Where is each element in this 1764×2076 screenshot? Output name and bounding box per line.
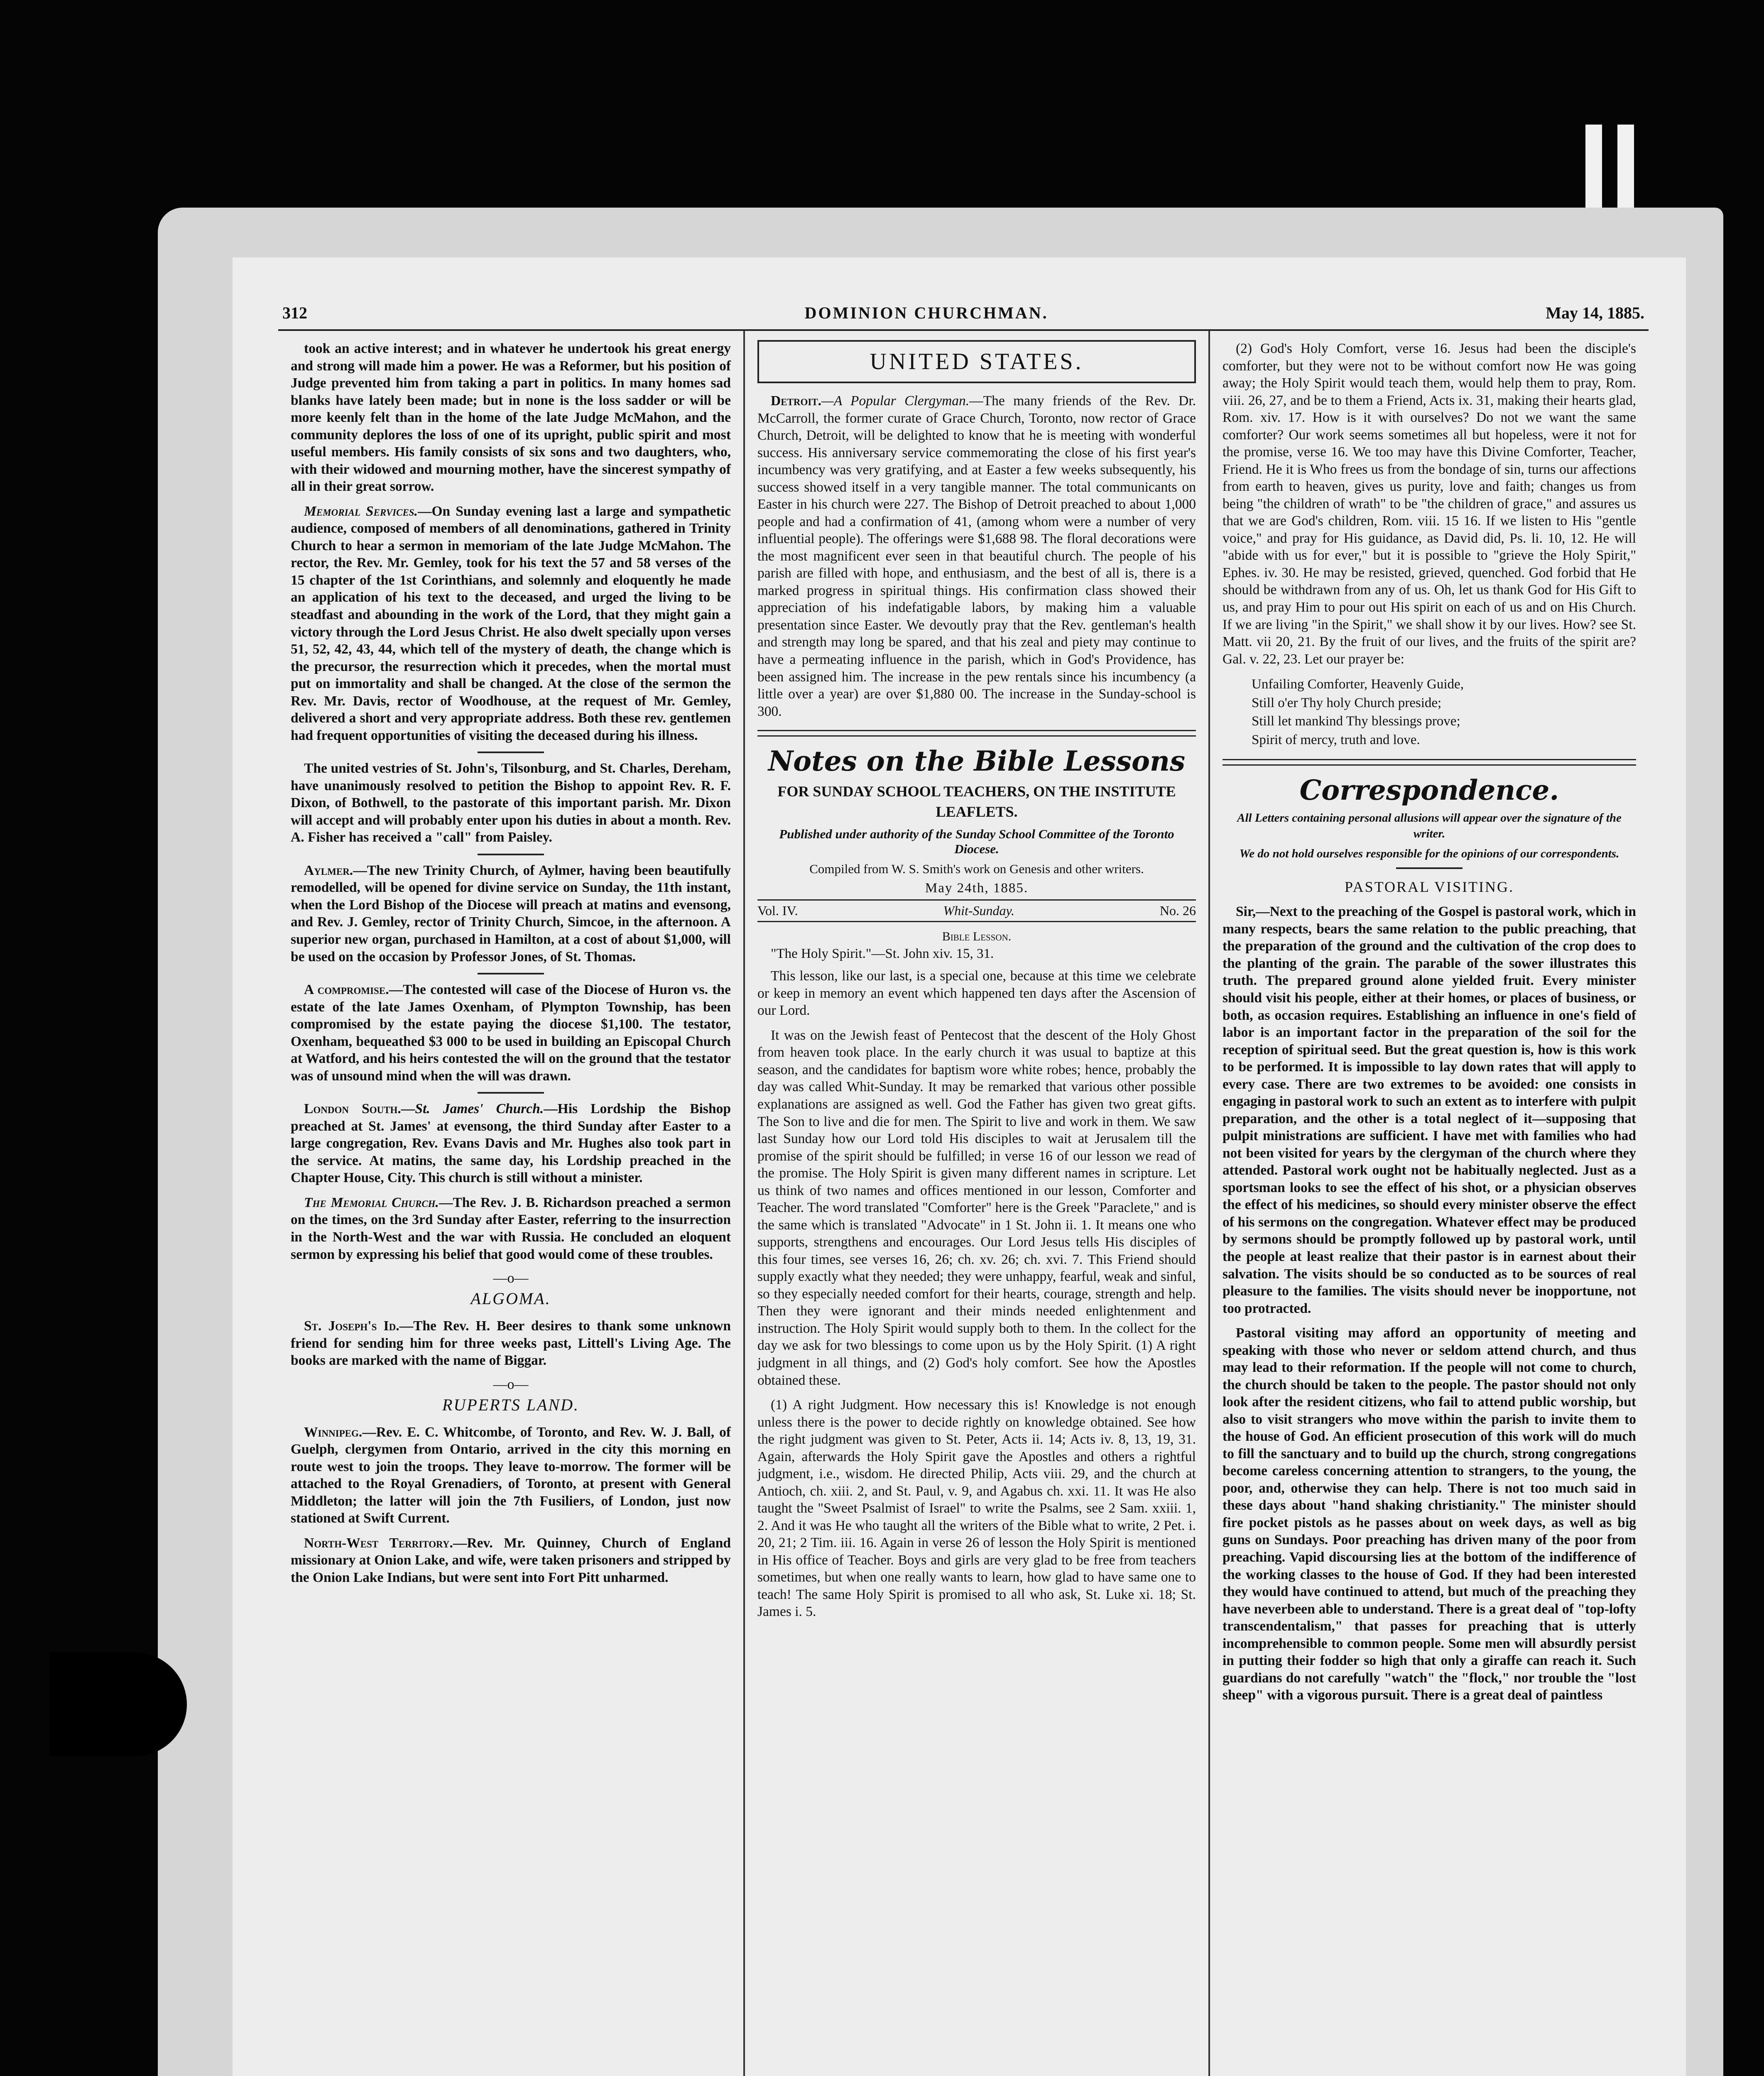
paragraph-london-south	[291, 1100, 731, 1187]
scan-edge-marker	[1617, 125, 1634, 216]
paragraph-body: —His Lordship the Bishop preached at St. James' at evensong, the third Sunday after Easter to a large congregation, Rev. Evans Davis and Mr. Hughes also took part in the service. At matins, the same day, his Lordship preached in the Chapter House, City. This church is still without a minister.	[291, 1101, 731, 1186]
paragraph-body: —The many friends of the Rev. Dr. McCarroll, the former curate of Grace Church, Toronto, now rector of Grace Church, Detroit, will be delighted to know that he is meeting with wonderful success. His anniversary service commemorating the close of his first year's incumbency was very gratifying, and at Easter a few weeks subsequently, his success showed itself in a very tangible manner. The total communicants on Easter in his church were 227. The Bishop of Detroit preached to about 1,000 people and had a confirmation of 41, (among whom were a number of very influential people). The offerings were $1,688 98. The floral decorations were the most magnificent ever seen in that beautiful church. The people of his parish are filled with hope, and enthusiasm, and the best of all is, there is a marked progress in spiritual things. His confirmation class showed their appreciation of his indefatigable labors, by making him a valuable presentation since Easter. We devoutly pray that the Rev. gentleman's health and strength may long be spared, and that his zeal and piety may continue to have a permeating influence in the parish, which in God's Providence, has been assigned him. The increase in the pew rentals since his incumbency (a little over a year) are over $1,880 00. The increase in the Sunday-school is 300.	[757, 393, 1196, 719]
lesson-heading: Bible Lesson.	[942, 930, 1012, 944]
issue-number: No. 26	[1159, 903, 1196, 918]
paragraph-letter-1: Sir,—Next to the preaching of the Gospel is pastoral work, which in many respects, bears the same relation to the public preaching, that the preparation of the ground and the cultivation of the crop does to the planting of the grain. The parable of the sower illustrates this truth. The prepared ground alone yielded fruit. Every minister should visit his people, either at their homes, or places of business, or both, as occasion requires. Establishing an influence in one's field of labor is an important factor in the preparation of the soil for the reception of spiritual seed. But the great question is, how is this work to be performed. It is impossible to lay down rates that will apply to every case. There are two extremes to be avoided: one consists in engaging in pastoral work to such an extent as to interfere with pulpit preparation, and the other is a total neglect of it—supposing that pulpit ministrations are sufficient. I have met with families who had not been visited for years by the clergyman of the church where they attended. Pastoral work ought not be habitually neglected. Just as a sportsman looks to see the effect of his shot, or a physician observes the effect of his medicines, so should every minister observe the effect of his sermons on the congregation. Whatever effect may be produced by sermons should be promptly followed up by pastoral work, until the people at least realize that their pastor is in earnest about their salvation. The visits should be so conducted as to be sources of real pleasure to the families. The visits should never be inopportune, not too protracted.	[1223, 904, 1636, 1316]
section-heading-correspondence: Correspondence.	[1299, 774, 1559, 807]
paragraph-body: —On Sunday evening last a large and sympathetic audience, composed of members of all denominations, gathered in Trinity Church to hear a sermon in memoriam of the late Judge McMahon. The rector, the Rev. Mr. Gemley, took for his text the 57 and 58 verses of the 15 chapter of the 1st Corinthians, and solemnly and eloquently he made an application of his text to the deceased, and urged the living to be steadfast and abounding in the work of the Lord, that they might gain a victory through the Lord Jesus Christ. He also dwelt specially upon verses 51, 52, 42, 43, 44, which tell of the mystery of death, the change which is the precursor, the resurrection which it precedes, when the mortal must put on immortality and shall be changed. At the close of the sermon the Rev. Mr. Davis, rector of Woodhouse, at the request of Mr. Gemley, delivered a short and very appropriate address. Both these rev. gentlemen had frequent opportunities of visiting the deceased during his illness.	[291, 503, 731, 743]
paragraph-lead: St. Joseph's Id.	[304, 1318, 399, 1334]
paragraph-mcmahon: took an active interest; and in whatever he undertook his great energy and strong will made him a power. He was a Reformer, but his position of Judge prevented him from taking a part in politics. In many homes sad blanks have lately been made; but in none is the loss sadder or will be more keenly felt than in the home of the late Judge McMahon, and the community deplores the loss of one of its upright, public spirit and most useful members. His family consists of six sons and two daughters, who, with their widowed and mourning mother, have the sincerest sympathy of all in their great sorrow.	[291, 341, 731, 495]
section-heading-ruperts-land: RUPERTS LAND.	[442, 1395, 580, 1414]
paragraph-detroit	[757, 392, 1196, 720]
running-head	[278, 303, 1649, 331]
paragraph-north-west	[291, 1535, 731, 1586]
paragraph-subtitle: —A Popular Clergyman.	[821, 393, 970, 409]
correspondence-disclaimer: We do not hold ourselves responsible for the opinions of our correspondents.	[1239, 847, 1619, 860]
column-right	[1208, 331, 1649, 2076]
divider	[478, 973, 544, 974]
column-left	[278, 331, 743, 2076]
paragraph-letter-2: Pastoral visiting may afford an opportunity of meeting and speaking with those who never or seldom attend church, and thus may lead to their reformation. If the people will not come to church, the church should be taken to the people. The pastor should not only look after the resident citizens, who fail to attend public worship, but also to visit strangers who move within the parish to invite them to the house of God. An efficient prosecution of this work will do much to fill the sanctuary and to build up the church, strong congregations become careless concerning attention to strangers, to the young, the poor, and, otherwise they can help. There is not too much said in these days about "hand shaking christianity." The minister should fire pocket pistols as he passes about on week days, as well as big guns on Sundays. Poor preaching has driven many of the poor from preaching. Vapid discoursing lies at the bottom of the indifference of the working classes to the house of God. If they had been interested they would have continued to attend, but much of the preaching they have neverbeen able to understand. There is a great deal of "top-lofty transcendentalism," that passes for preaching that is utterly incomprehensible to common people. Some men will absurdly persist in putting their fodder so high that only a giraffe can reach it. Such guardians do not carefully "watch" the "flock," nor trouble the "lost sheep" with a vigorous pursuit. There is a great deal of paintless	[1223, 1325, 1636, 1703]
notes-authority: Published under authority of the Sunday School Committee of the Toronto Diocese.	[779, 827, 1174, 857]
ornament: —o—	[493, 1271, 529, 1286]
volume-line	[757, 899, 1196, 922]
paragraph-lead: North-West Territory.	[304, 1535, 453, 1551]
paragraph-memorial-services	[291, 503, 731, 744]
scan-edge-marker	[1585, 125, 1602, 216]
paragraph-lead: Detroit.	[771, 393, 822, 409]
notes-compiled: Compiled from W. S. Smith's work on Genesis and other writers.	[809, 862, 1144, 876]
newspaper-title: DOMINION CHURCHMAN.	[804, 304, 1049, 322]
paragraph-lead: London South.	[304, 1101, 401, 1117]
ornament: —o—	[493, 1376, 529, 1392]
paragraph-lead: Aylmer.	[304, 862, 353, 878]
paragraph-lead: The Memorial Church.	[304, 1195, 439, 1210]
paragraph-lead: Memorial Services.	[304, 503, 418, 519]
verse-line: Spirit of mercy, truth and love.	[1252, 732, 1420, 747]
paragraph-compromise	[291, 981, 731, 1085]
paragraph-body: —Rev. E. C. Whitcombe, of Toronto, and Rev. W. J. Ball, of Guelph, clergymen from Ontario, arrived in the city this morning en route west to join the troops. They leave to-morrow. The former will be attached to the Royal Grenadiers, of Toronto, at present with General Middleton; the latter will join the 7th Fusiliers, of London, just now stationed at Swift Current.	[291, 1424, 731, 1526]
paragraph-lead: A compromise.	[304, 982, 389, 998]
paragraph-st-josephs	[291, 1317, 731, 1369]
paragraph-holy-comfort: (2) God's Holy Comfort, verse 16. Jesus had been the disciple's comforter, but they were not to be without comfort now He was going away; the Holy Spirit would teach them, would help them to pray, Rom. viii. 26, 27, and be to them a Friend, Acts ix. 31, making their hearts glad, Rom. xiv. 17. How is it with ourselves? Do not we want the same comforter? Our work seems sometimes all but hopeless, were it not for the promise, verse 16. We too may have this Divine Comforter, Teacher, Friend. He it is Who frees us from the bondage of sin, turns our affections from earth to heaven, gives us purity, love and faith; changes us from being "the children of wrath" to be "the children of grace," and assures us that we are God's children, Rom. viii. 15 16. If we listen to His "gentle voice," and pray for His guidance, as David did, Ps. li. 10, 12. He will "abide with us for ever," but it is possible to "grieve the Holy Spirit," Ephes. iv. 30. He may be resisted, grieved, quenched. God forbid that He should be withdrawn from any of us. Oh, let us thank God for His Gift to us, and pray Him to pour out His spirit on each of us and on His Church. If we are living "in the Spirit," we shall show it by our lives. How? see St. Matt. vii 20, 21. By the fruit of our lives, and the fruits of the spirit are? Gal. v. 22, 23. Let our prayer be:	[1223, 341, 1636, 667]
section-divider	[1223, 759, 1636, 766]
page-number: 312	[282, 304, 307, 322]
divider	[1396, 867, 1463, 869]
lesson-text-reference: "The Holy Spirit."—St. John xiv. 15, 31.	[771, 946, 994, 962]
notes-date: May 24th, 1885.	[925, 881, 1029, 896]
column-middle	[743, 331, 1208, 2076]
paragraph-body: —The Rev. J. B. Richardson preached a sermon on the times, on the 3rd Sunday after Easter, referring to the insurrection in the North-West and the war with Russia. He concluded an eloquent sermon by expressing his belief that good would come of these troubles.	[291, 1195, 731, 1262]
section-heading-bible-lessons: Notes on the Bible Lessons	[768, 745, 1186, 778]
paragraph-subtitle: —St. James' Church.	[401, 1101, 544, 1117]
prayer-verse	[1252, 675, 1636, 749]
columns	[278, 331, 1649, 2076]
newspaper-page	[233, 257, 1686, 2076]
paragraph-pentecost: It was on the Jewish feast of Pentecost that the descent of the Holy Ghost from heaven took place. In the early church it was usual to baptize at this season, and the candidates for baptism wore white robes; hence, probably the day was called Whit-Sunday. It may be remarked that various other possible explanations are assigned as well. God the Father has given two great gifts. The Son to live and die for men. The Spirit to live and work in them. We saw last Sunday how our Lord told His disciples to wait at Jerusalem till the promise of the spirit should be fulfilled; in verse 16 of our lesson we read of the promise. The Holy Spirit is given many different names in scripture. Let us think of two names and offices mentioned in our lesson, Comforter and Teacher. The word translated "Comforter" here is the Greek "Paraclete," and is the same which is translated "Advocate" in 1 St. John ii. 1. It means one who supports, strengthens and encourages. Our Lord Jesus tells His disciples of this four times, see verses 16, 26; ch. xv. 26; ch. xvi. 7. This Friend should supply exactly what they needed; they were unhappy, fearful, weak and sinful, so they especially needed comfort for their hearts, courage, strength and help. Then they were ignorant and their minds needed enlightenment and instruction. The Holy Spirit would supply both to them. In the collect for the day we ask for two blessings to come upon us by the Holy Spirit. (1) A right judgment in all things, and (2) God's holy comfort. See how the Apostles obtained these.	[757, 1027, 1196, 1388]
verse-line: Still o'er Thy holy Church preside;	[1252, 695, 1442, 710]
correspondence-note: All Letters containing personal allusions will appear over the signature of the writer.	[1237, 811, 1622, 840]
scanner-clip-shadow	[50, 1652, 187, 1756]
issue-date: May 14, 1885.	[1546, 304, 1644, 322]
paragraph-winnipeg	[291, 1424, 731, 1527]
verse-line: Still let mankind Thy blessings prove;	[1252, 714, 1460, 729]
section-heading-algoma: ALGOMA.	[470, 1289, 551, 1308]
paragraph-lead: Winnipeg.	[304, 1424, 363, 1440]
divider	[478, 752, 544, 753]
paragraph-body: —The Rev. H. Beer desires to thank some unknown friend for sending him for three weeks past, Littell's Living Age. The books are marked with the name of Biggar.	[291, 1318, 731, 1368]
letter-title-pastoral-visiting: PASTORAL VISITING.	[1344, 879, 1514, 896]
paragraph-body: —The new Trinity Church, of Aylmer, having been beautifully remodelled, will be opened for divine service on Sunday, the 11th instant, when the Lord Bishop of the Diocese will preach at matins and evensong, and Rev. J. Gemley, rector of Trinity Church, Simcoe, in the afternoon. A superior new organ, purchased in Hamilton, at a cost of about $1,000, will be used on the occasion by Professor Jones, of St. Thomas.	[291, 862, 731, 965]
notes-subtitle: FOR SUNDAY SCHOOL TEACHERS, ON THE INSTITUTE LEAFLETS.	[777, 783, 1176, 820]
verse-line: Unfailing Comforter, Heavenly Guide,	[1252, 677, 1464, 692]
feast-day: Whit-Sunday.	[943, 903, 1014, 918]
paragraph-tilsonburg: The united vestries of St. John's, Tilsonburg, and St. Charles, Dereham, have unanimously resolved to petition the Bishop to appoint Rev. R. F. Dixon, of Bothwell, to the pastorate of this important parish. Mr. Dixon will accept and will probably enter upon his duties in about a month. Rev. A. Fisher has received a "call" from Paisley.	[291, 761, 731, 845]
paragraph-lesson-intro: This lesson, like our last, is a special one, because at this time we celebrate or keep in memory an event which happened ten days after the Ascension of our Lord.	[757, 968, 1196, 1018]
paragraph-right-judgment: (1) A right Judgment. How necessary this is! Knowledge is not enough unless there is the power to decide rightly on knowledge obtained. See how the right judgment was given to St. Peter, Acts ii. 14; Acts iv. 8, 13, 19, 31. Again, afterwards the Holy Spirit gave the Apostles and others a rightful judgment, i.e., wisdom. He directed Philip, Acts viii. 29, and the church at Antioch, ch. xiii. 2, and St. Paul, v. 9, and Agabus ch. xxi. 11. It was He also taught the "Sweet Psalmist of Israel" to write the Psalms, see 2 Sam. xxiii. 1, 2. And it was He who taught all the writers of the Bible what to write, 2 Pet. i. 20, 21; 2 Tim. iii. 16. Again in verse 26 of lesson the Holy Spirit is mentioned in His office of Teacher. Boys and girls are very glad to be free from teachers sometimes, but when one really wants to learn, how glad to have same one to teach! The same Holy Spirit is promised to all who ask, St. Luke xi. 18; St. James i. 5.	[757, 1397, 1196, 1620]
volume-number: Vol. IV.	[757, 903, 798, 918]
paragraph-memorial-church	[291, 1194, 731, 1263]
divider	[478, 854, 544, 855]
paragraph-body: —Rev. Mr. Quinney, Church of England missionary at Onion Lake, and wife, were taken prisoners and stripped by the Onion Lake Indians, but were sent into Fort Pitt unharmed.	[291, 1535, 731, 1585]
paragraph-aylmer	[291, 862, 731, 965]
divider	[478, 1092, 544, 1094]
section-heading-united-states: UNITED STATES.	[757, 340, 1196, 383]
paragraph-body: —The contested will case of the Diocese of Huron vs. the estate of the late James Oxenham, of Plympton Township, has been compromised by the estate paying the diocese $1,100. The testator, Oxenham, bequeathed $3 000 to be used in building an Episcopal Church at Watford, and his heirs contested the will on the ground that the testator was of unsound mind when the will was drawn.	[291, 982, 731, 1084]
section-divider	[757, 730, 1196, 737]
